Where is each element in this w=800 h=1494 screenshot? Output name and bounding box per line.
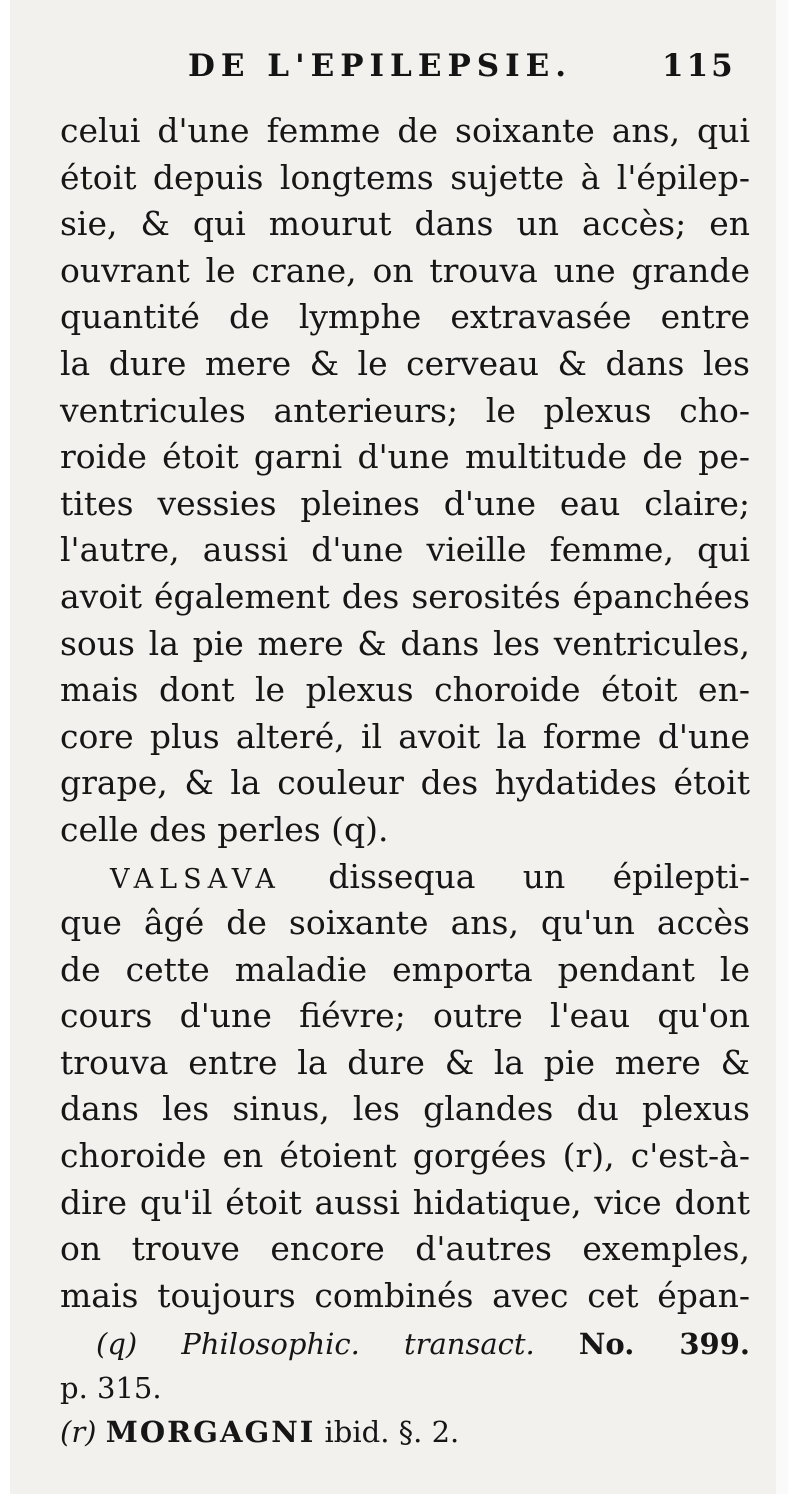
text-line: tites vessies pleines d'une eau claire;: [60, 483, 750, 523]
text-line: ouvrant le crane, on trouva une grande: [60, 250, 750, 290]
text-line: cours d'une fiévre; outre l'eau qu'on: [60, 996, 750, 1036]
text-line: que âgé de soixante ans, qu'un accès: [60, 903, 750, 943]
text-line: grape, & la couleur des hydatides étoit: [60, 763, 750, 803]
footnote-q: [60, 1322, 750, 1366]
footnote-r: [60, 1410, 750, 1454]
text-line: on trouve encore d'autres exemples,: [60, 1229, 750, 1269]
text-line: choroide en étoient gorgées (r), c'est-à-: [60, 1136, 750, 1176]
text-line: dire qu'il étoit aussi hidatique, vice dont: [60, 1182, 750, 1222]
paragraph-start-line: [60, 854, 750, 901]
book-page: [10, 0, 788, 1494]
text-line: de cette maladie emporta pendant le: [60, 949, 750, 989]
text-line: étoit depuis longtems sujette à l'épilep-: [60, 157, 750, 197]
footnote-author: MORGAGNI: [105, 1415, 316, 1449]
text-line: dans les sinus, les glandes du plexus: [60, 1089, 750, 1129]
footnote-source: Philosophic. transact.: [181, 1327, 535, 1361]
text-line: mais toujours combinés avec cet épan-: [60, 1275, 750, 1315]
page-number: 115: [662, 48, 736, 84]
running-title: DE L'EPILEPSIE.: [188, 48, 573, 84]
footnote-marker: (q): [96, 1327, 138, 1361]
footnotes: [60, 1322, 750, 1454]
text-line-fragment: dissequa un épilepti-: [328, 856, 750, 896]
text-line: mais dont le plexus choroide étoit en-: [60, 670, 750, 710]
footnote-q-page: p. 315.: [60, 1371, 162, 1405]
footnote-reference: ibid. §. 2.: [324, 1415, 460, 1449]
body-text: [60, 108, 750, 1319]
text-line: avoit également des serosités épanchées: [60, 576, 750, 616]
footnote-marker: (r): [60, 1415, 97, 1449]
text-line: trouva entre la dure & la pie mere &: [60, 1042, 750, 1082]
footnote-number: No. 399.: [578, 1327, 751, 1361]
author-name-smallcaps: VALSAVA: [110, 863, 281, 895]
text-line: ventricules anterieurs; le plexus cho-: [60, 390, 750, 430]
running-head: [10, 42, 788, 102]
text-line: l'autre, aussi d'une vieille femme, qui: [60, 530, 750, 570]
text-line: celle des perles (q).: [60, 809, 389, 849]
text-line: quantité de lymphe extravasée entre: [60, 297, 750, 337]
text-line: roide étoit garni d'une multitude de pe-: [60, 437, 750, 477]
page-left-margin: [0, 0, 10, 1494]
text-line: core plus alteré, il avoit la forme d'une: [60, 716, 750, 756]
text-line: la dure mere & le cerveau & dans les: [60, 343, 750, 383]
page-right-edge: [776, 0, 788, 1494]
text-line: sous la pie mere & dans les ventricules,: [60, 623, 750, 663]
text-line: celui d'une femme de soixante ans, qui: [60, 111, 750, 150]
text-line: sie, & qui mourut dans un accès; en: [60, 204, 750, 244]
